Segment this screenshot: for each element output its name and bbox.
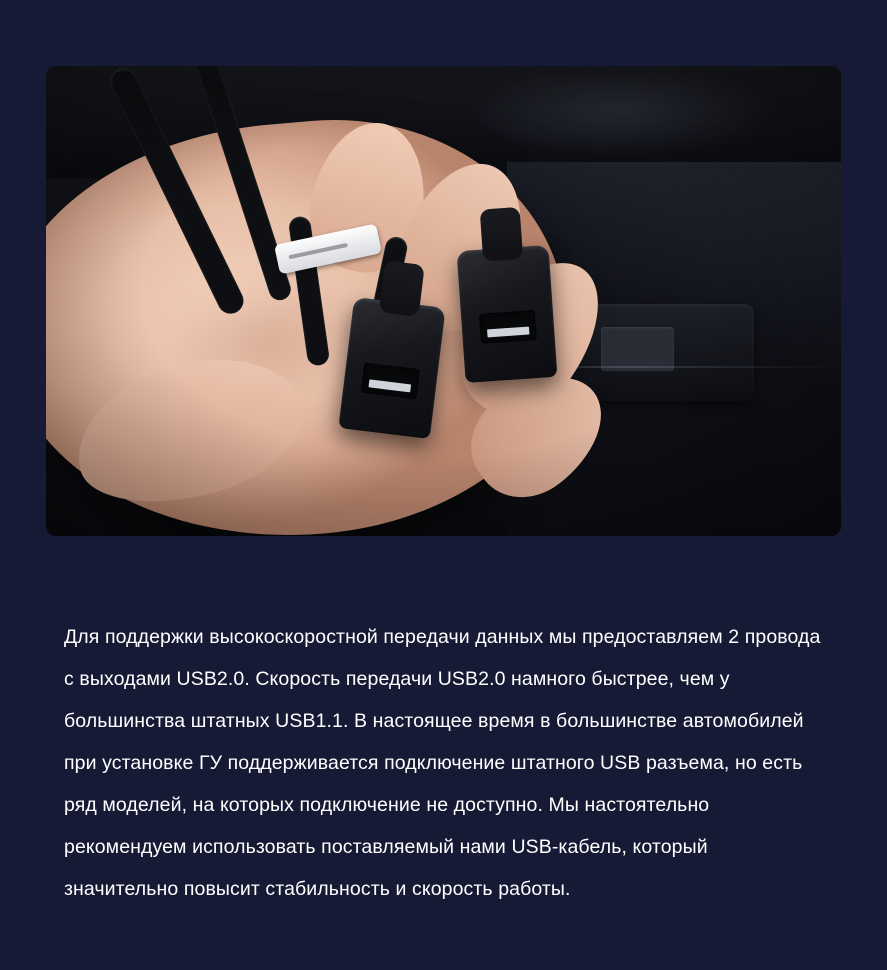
usb-port-opening-left	[361, 363, 420, 400]
product-photo	[46, 66, 841, 536]
usb-connector-right	[457, 245, 558, 383]
usb-strain-relief-right	[480, 207, 524, 262]
photo-background	[46, 66, 841, 536]
usb-port-opening-right	[479, 310, 537, 344]
usb-strain-relief-left	[379, 260, 425, 316]
product-description-text: Для поддержки высокоскоростной передачи данных мы предоставляем 2 провода с выходами USB2.0. Скорость передачи USB2.0 намного быстрее, чем у большинства штатных USB1.1. В настоящее время в большинстве автомобилей при установке ГУ поддерживается подключение штатного USB разъема, но есть ряд моделей, на которых подключение не доступно. Мы настоятельно рекомендуем использовать поставляемый нами USB-кабель, который значительно повысит стабильность и скорость работы.	[64, 625, 821, 900]
usb-connector-left	[338, 297, 445, 439]
